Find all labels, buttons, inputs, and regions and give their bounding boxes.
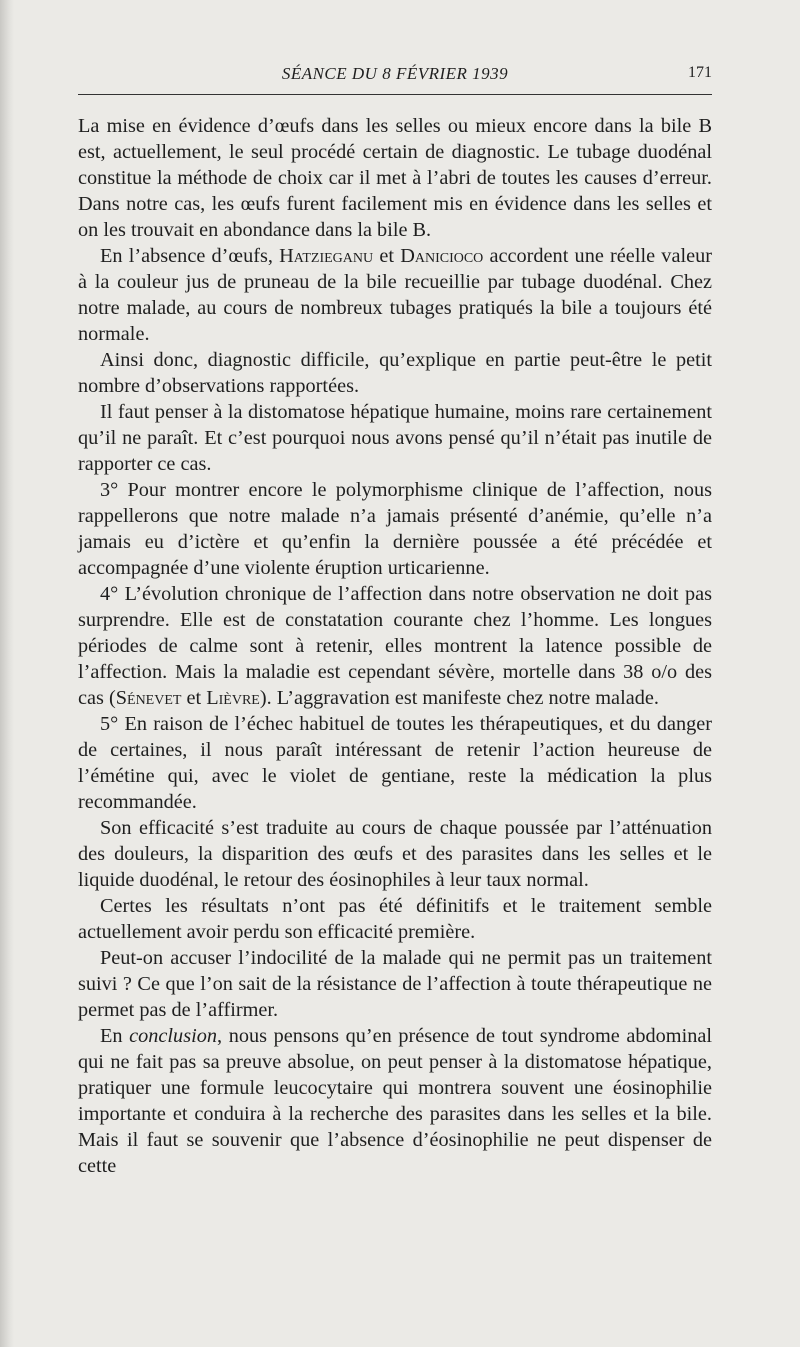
paragraph: 5° En raison de l’échec habituel de toutes les thérapeutiques, et du danger de certaines, il nous paraît intéressant de retenir l’action heureuse de l’émétine qui, avec le violet de gentiane, reste la médication la plus recommandée. xyxy=(78,713,712,813)
running-head xyxy=(78,64,712,88)
body-text xyxy=(78,113,712,1179)
author-name: Danicioco xyxy=(400,245,484,267)
paragraph-text: accordent une réelle valeur à la couleur jus de pruneau de la bile recueillie par tubage duodénal. Chez notre malade, au cours de nombreux tubages pratiqués la bile a toujours été normale. xyxy=(78,245,712,345)
paragraph-text: et xyxy=(373,245,401,267)
author-name: Lièvre xyxy=(206,687,260,709)
header-rule xyxy=(78,94,712,95)
paragraph xyxy=(78,1023,712,1179)
author-name: Sénevet xyxy=(115,687,182,709)
author-name: Hatzieganu xyxy=(279,245,374,267)
running-title: SÉANCE DU 8 FÉVRIER 1939 xyxy=(281,64,509,83)
paragraph-text: et xyxy=(181,687,207,709)
paragraph: La mise en évidence d’œufs dans les selles ou mieux encore dans la bile B est, actuellement, le seul procédé certain de diagnostic. Le tubage duodénal constitue la méthode de choix car il met à l’abri de toutes les causes d’erreur. Dans notre cas, les œufs furent facilement mis en évidence dans les selles et on les trouvait en abondance dans la bile B. xyxy=(78,115,712,241)
paragraph xyxy=(78,581,712,711)
paragraph-text: ). L’aggravation est manifeste chez notre malade. xyxy=(259,687,659,709)
page-number: 171 xyxy=(688,64,712,81)
paragraph: Certes les résultats n’ont pas été définitifs et le traitement semble actuellement avoir perdu son efficacité première. xyxy=(78,895,712,943)
paragraph-text: , nous pensons qu’en présence de tout syndrome abdominal qui ne fait pas sa preuve absolue, on peut penser à la distomatose hépatique, pratiquer une formule leucocytaire qui montrera souvent une éosinophilie importante et conduira à la recherche des parasites dans les selles et la bile. Mais il faut se souvenir que l’absence d’éosinophilie ne peut dispenser de cette xyxy=(78,1025,712,1177)
paragraph xyxy=(78,243,712,347)
paragraph-text: 4° L’évolution chronique de l’affection dans notre observation ne doit pas surprendre. Elle est de constatation courante chez l’homme. Les longues périodes de calme sont à retenir, elles montrent la latence possible de l’affection. Mais la maladie est cependant sévère, mortelle dans 38 o/o des cas ( xyxy=(78,583,712,709)
paragraph: Peut-on accuser l’indocilité de la malade qui ne permit pas un traitement suivi ? Ce que l’on sait de la résistance de l’affection à toute thérapeutique ne permet pas de l’affirmer. xyxy=(78,947,712,1021)
emphasized-word: conclusion xyxy=(129,1025,218,1047)
paragraph-text: En l’absence d’œufs, xyxy=(100,245,280,267)
paragraph: Son efficacité s’est traduite au cours de chaque poussée par l’atténuation des douleurs, la disparition des œufs et des parasites dans les selles et le liquide duodénal, le retour des éosinophiles à leur taux normal. xyxy=(78,817,712,891)
paragraph: Ainsi donc, diagnostic difficile, qu’explique en partie peut-être le petit nombre d’observations rapportées. xyxy=(78,349,712,397)
paragraph: 3° Pour montrer encore le polymorphisme clinique de l’affection, nous rappellerons que notre malade n’a jamais présenté d’anémie, qu’elle n’a jamais eu d’ictère et qu’enfin la dernière poussée a été précédée et accompagnée d’une violente éruption urticarienne. xyxy=(78,479,712,579)
paragraph: Il faut penser à la distomatose hépatique humaine, moins rare certainement qu’il ne paraît. Et c’est pourquoi nous avons pensé qu’il n’était pas inutile de rapporter ce cas. xyxy=(78,401,712,475)
paragraph-text: En xyxy=(100,1025,130,1047)
binding-shadow xyxy=(0,0,14,1347)
